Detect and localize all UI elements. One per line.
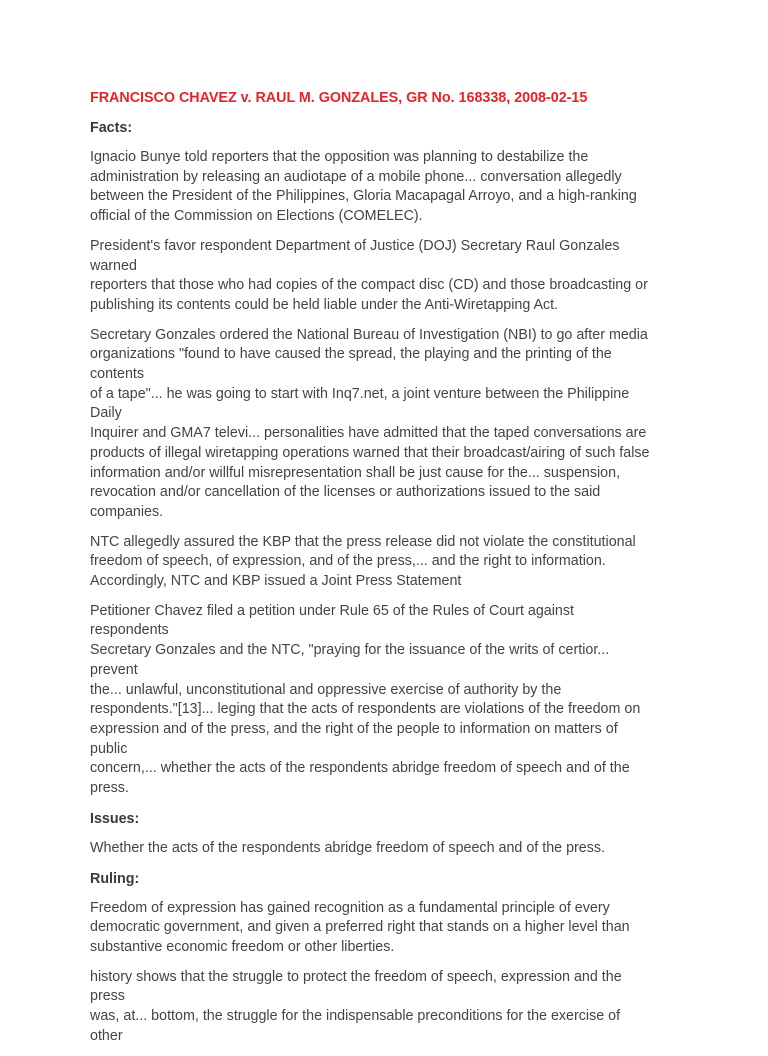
ruling-heading: Ruling:: [90, 870, 140, 887]
facts-paragraph-1: Ignacio Bunye told reporters that the opposition was planning to destabilize the administration by releasing an audiotape of a mobile phone... conversation allegedly between the President of the Philippines, Gloria Macapagal Arroyo, and a high-ranking official of the Commission on Elections (COMELEC).: [90, 149, 637, 225]
facts-paragraph-4: NTC allegedly assured the KBP that the press release did not violate the constitutional freedom of speech, of expression, and of the press,... and the right to information. Accordingly, NTC and KBP issued a Joint Press Statement: [90, 533, 636, 590]
facts-paragraph-2: President's favor respondent Department of Justice (DOJ) Secretary Raul Gonzales warned reporters that those who had copies of the compact disc (CD) and those broadcasting or publishing its contents could be held liable under the Anti-Wiretapping Act.: [90, 237, 648, 313]
facts-paragraph-3: Secretary Gonzales ordered the National Bureau of Investigation (NBI) to go after media organizations "found to have caused the spread, the playing and the printing of the contents of a tape"... he was going to start with Inq7.net, a joint venture between the Philippine Daily Inquirer and GMA7 televi... personalities have admitted that the taped conversations are products of illegal wiretapping operations warned that their broadcast/airing of such false information and/or willful misrepresentation shall be just cause for the... suspension, revocation and/or cancellation of the licenses or authorizations issued to the said companies.: [90, 326, 650, 520]
document-page: [90, 88, 650, 1056]
issues-paragraph-1: Whether the acts of the respondents abridge freedom of speech and of the press.: [90, 839, 606, 856]
issues-heading: Issues:: [90, 810, 140, 827]
ruling-paragraph-2: history shows that the struggle to protect the freedom of speech, expression and the press was, at... bottom, the struggle for the indispensable preconditions for the exercise of other: [90, 968, 622, 1044]
facts-heading: Facts:: [90, 120, 133, 136]
facts-paragraph-5: Petitioner Chavez filed a petition under Rule 65 of the Rules of Court against respondents Secretary Gonzales and the NTC, "praying for the issuance of the writs of certior... prevent the... unlawful, unconstitutional and oppressive exercise of authority by the respondents."[13]... leging that the acts of respondents are violations of the freedom on expression and of the press, and the right of the people to information on matters of public concern,... whether the acts of the respondents abridge freedom of speech and of the press.: [90, 602, 641, 797]
case-title: FRANCISCO CHAVEZ v. RAUL M. GONZALES, GR No. 168338, 2008-02-15: [90, 90, 588, 106]
ruling-paragraph-1: Freedom of expression has gained recognition as a fundamental principle of every democratic government, and given a preferred right that stands on a higher level than substantive economic freedom or other liberties.: [90, 899, 630, 955]
